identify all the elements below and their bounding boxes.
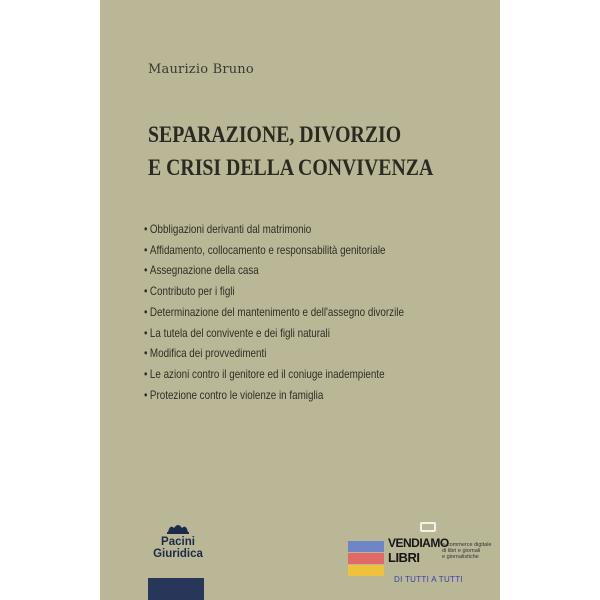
bullet-icon: •: [144, 263, 148, 278]
topic-text: Modifica dei provvedimenti: [149, 346, 267, 361]
bullet-icon: •: [144, 242, 148, 257]
badge-stripe-red: [348, 553, 384, 564]
badge-stripe-blue: [348, 541, 384, 552]
topic-item: [144, 281, 404, 302]
badge-tagline-line: di libri e giornali: [442, 548, 481, 554]
badge-tagline: [442, 542, 492, 560]
topic-text: Le azioni contro il genitore ed il coniuge inadempiente: [149, 366, 385, 381]
topic-text: Protezione contro le violenze in famiglia: [149, 387, 324, 402]
seller-badge: [348, 522, 492, 588]
topic-text: Determinazione del mantenimento e dell'assegno divorzile: [149, 304, 404, 319]
book-title: [148, 118, 440, 184]
publisher-logo: [148, 522, 208, 572]
bullet-icon: •: [144, 325, 148, 340]
badge-stripe-yellow: [348, 565, 384, 576]
topic-item: [144, 302, 404, 323]
bullet-icon: •: [144, 304, 148, 319]
bullet-icon: •: [144, 346, 148, 361]
bullet-icon: •: [144, 366, 148, 381]
publisher-name: [148, 536, 208, 560]
publisher-bar: [148, 578, 204, 600]
title-line: E CRISI DELLA CONVIVENZA: [148, 155, 434, 180]
publisher-name-line: Giuridica: [153, 548, 203, 560]
topic-text: Contributo per i figli: [149, 284, 235, 299]
topic-item: [144, 240, 404, 261]
badge-word-vendiamo: VENDIAMO: [388, 536, 449, 550]
publisher-name-line: Pacini: [161, 536, 195, 548]
badge-word-libri: LIBRI: [388, 550, 420, 565]
topic-item: [144, 364, 404, 385]
topic-text: Assegnazione della casa: [149, 263, 259, 278]
topic-text: Affidamento, collocamento e responsabilità genitoriale: [149, 242, 386, 257]
topic-item: [144, 385, 404, 406]
topic-item: [144, 323, 404, 344]
topic-text: La tutela del convivente e dei figli naturali: [149, 325, 330, 340]
title-line: SEPARAZIONE, DIVORZIO: [148, 122, 402, 147]
bullet-icon: •: [144, 387, 148, 402]
monitor-icon: [420, 522, 436, 532]
author-name: Maurizio Bruno: [148, 62, 254, 77]
badge-slogan: DI TUTTI A TUTTI: [394, 575, 463, 584]
topic-text: Obbligazioni derivanti dal matrimonio: [149, 222, 312, 236]
publisher-emblem-icon: [166, 522, 190, 534]
badge-tagline-line: e giornalistiche: [442, 554, 479, 560]
topics-list: [144, 219, 461, 405]
topic-item: [144, 260, 404, 281]
bullet-icon: •: [144, 222, 148, 236]
book-cover: [100, 0, 500, 600]
topic-item: [144, 343, 404, 364]
topic-item: [144, 219, 404, 240]
badge-tagline-line: e-commerce digitale: [442, 542, 492, 548]
bullet-icon: •: [144, 284, 148, 299]
